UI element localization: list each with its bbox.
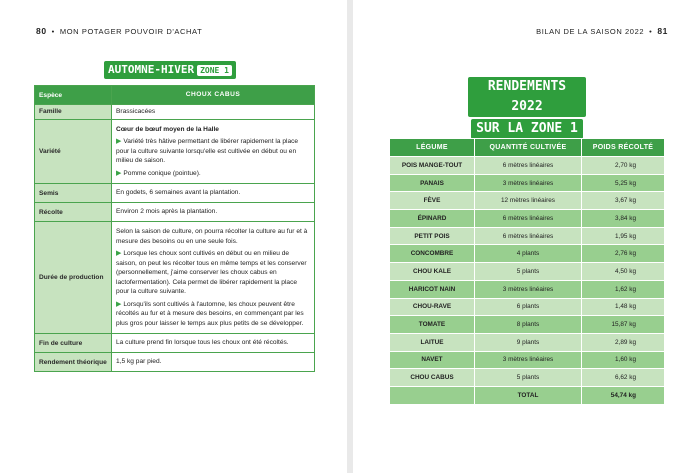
table-row [390,263,665,281]
veg-cell: FÈVE [390,192,475,210]
veg-cell: HARICOT NAIN [390,280,475,298]
table-row [35,203,315,222]
header-dot: • [51,27,55,36]
qty-cell: 3 mètres linéaires [475,280,582,298]
weight-cell: 2,89 kg [582,333,665,351]
duree-note [116,300,310,329]
weight-cell: 6,62 kg [582,369,665,387]
season-title: AUTOMNE-HIVER [108,63,195,76]
rendement-label: Rendement théorique [35,353,112,372]
table-row [390,316,665,334]
total-label: TOTAL [475,386,582,404]
duree-note-text: Lorsqu'ils sont cultivés à l'automne, les choux peuvent être récoltés au fur et à mesure des besoins, en commençant par les plus gros pour laisser le temps aux plus petits de se développer. [116,300,304,327]
variete-note-text: Pomme conique (pointue). [123,169,201,177]
duree-value [112,222,315,334]
right-header [536,26,668,36]
veg-cell: ÉPINARD [390,210,475,228]
qty-cell: 12 mètres linéaires [475,192,582,210]
table-row [35,334,315,353]
veg-cell: LAITUE [390,333,475,351]
table-row [390,245,665,263]
veg-cell: CHOU-RAVE [390,298,475,316]
weight-cell: 1,62 kg [582,280,665,298]
table-row [390,369,665,387]
duree-intro: Selon la saison de culture, on pourra récolter la culture au fur et à mesure des besoins ou en une seule fois. [116,228,308,245]
qty-cell: 8 plants [475,316,582,334]
crop-sheet-table [34,85,315,372]
header-dot: • [649,27,653,36]
weight-cell: 5,25 kg [582,174,665,192]
recolte-label: Récolte [35,203,112,222]
yield-title-line1: RENDEMENTS 2022 [468,77,586,117]
fin-value: La culture prend fin lorsque tous les choux ont été récoltés. [112,334,315,353]
table-row [35,222,315,334]
total-row [390,386,665,404]
variete-value [112,119,315,184]
qty-cell: 5 plants [475,369,582,387]
qty-cell: 6 mètres linéaires [475,227,582,245]
variete-note [116,169,310,179]
table-row [35,119,315,184]
weight-cell: 1,48 kg [582,298,665,316]
famille-value: Brassicacées [112,105,315,120]
weight-cell: 2,76 kg [582,245,665,263]
qty-cell: 5 plants [475,263,582,281]
table-row [390,227,665,245]
weight-cell: 1,95 kg [582,227,665,245]
yield-badge [468,76,586,140]
table-row [390,210,665,228]
variete-note-text: Variété très hâtive permettant de libérer rapidement la place pour la culture suivante lorsqu'elle est cultivée en début ou en milieu de saison. [116,138,299,164]
duree-label: Durée de production [35,222,112,334]
weight-cell: 15,87 kg [582,316,665,334]
rendement-value: 1,5 kg par pied. [112,353,315,372]
weight-cell: 3,67 kg [582,192,665,210]
qty-cell: 6 mètres linéaires [475,210,582,228]
espece-label: Espèce [35,86,112,105]
left-header [36,26,202,36]
yield-title-line2: SUR LA ZONE 1 [471,119,583,139]
semis-label: Semis [35,184,112,203]
veg-cell: POIS MANGE-TOUT [390,157,475,175]
variete-label: Variété [35,119,112,184]
variete-note [116,137,310,166]
qty-cell: 6 plants [475,298,582,316]
season-zone: ZONE 1 [197,65,232,76]
table-row [35,353,315,372]
veg-cell [390,386,475,404]
fin-label: Fin de culture [35,334,112,353]
table-row [35,86,315,105]
table-row [390,298,665,316]
season-badge [104,61,236,79]
total-value: 54,74 kg [582,386,665,404]
weight-cell: 4,50 kg [582,263,665,281]
qty-cell: 3 mètres linéaires [475,351,582,369]
duree-note [116,249,310,297]
semis-value: En godets, 6 semaines avant la plantation. [112,184,315,203]
left-page-number: 80 [36,26,47,36]
famille-label: Famille [35,105,112,120]
veg-cell: CONCOMBRE [390,245,475,263]
arrow-icon: ▶ [116,169,122,177]
espece-value: CHOUX CABUS [112,86,315,105]
qty-cell: 9 plants [475,333,582,351]
table-row [390,157,665,175]
veg-cell: TOMATE [390,316,475,334]
table-row [35,184,315,203]
qty-cell: 6 mètres linéaires [475,157,582,175]
arrow-icon: ▶ [116,138,122,145]
table-row [35,105,315,120]
table-row [390,351,665,369]
col-quantite: QUANTITÉ CULTIVÉE [475,139,582,157]
veg-cell: NAVET [390,351,475,369]
recolte-value: Environ 2 mois après la plantation. [112,203,315,222]
veg-cell: CHOU CABUS [390,369,475,387]
right-running-title: BILAN DE LA SAISON 2022 [536,27,645,36]
weight-cell: 2,70 kg [582,157,665,175]
weight-cell: 3,84 kg [582,210,665,228]
arrow-icon: ▶ [116,250,122,257]
right-page-number: 81 [657,26,668,36]
table-row [390,174,665,192]
veg-cell: CHOU KALE [390,263,475,281]
table-row [390,333,665,351]
table-header-row [390,139,665,157]
arrow-icon: ▶ [116,300,122,308]
table-row [390,280,665,298]
yield-table [389,138,665,405]
veg-cell: PETIT POIS [390,227,475,245]
veg-cell: PANAIS [390,174,475,192]
table-row [390,192,665,210]
left-running-title: MON POTAGER POUVOIR D'ACHAT [59,27,203,36]
weight-cell: 1,60 kg [582,351,665,369]
qty-cell: 4 plants [475,245,582,263]
col-poids: POIDS RÉCOLTÉ [582,139,665,157]
variete-name: Cœur de bœuf moyen de la Halle [116,125,219,133]
qty-cell: 3 mètres linéaires [475,174,582,192]
duree-note-text: Lorsque les choux sont cultivés en début ou en milieu de saison, on peut les récolter tous en même temps et les conserver (personnellement, j'aime conserver les choux cabus en lactofermentation). Cela permet de libérer rapidement la place pour la culture suivante. [116,250,307,295]
col-legume: LÉGUME [390,139,475,157]
